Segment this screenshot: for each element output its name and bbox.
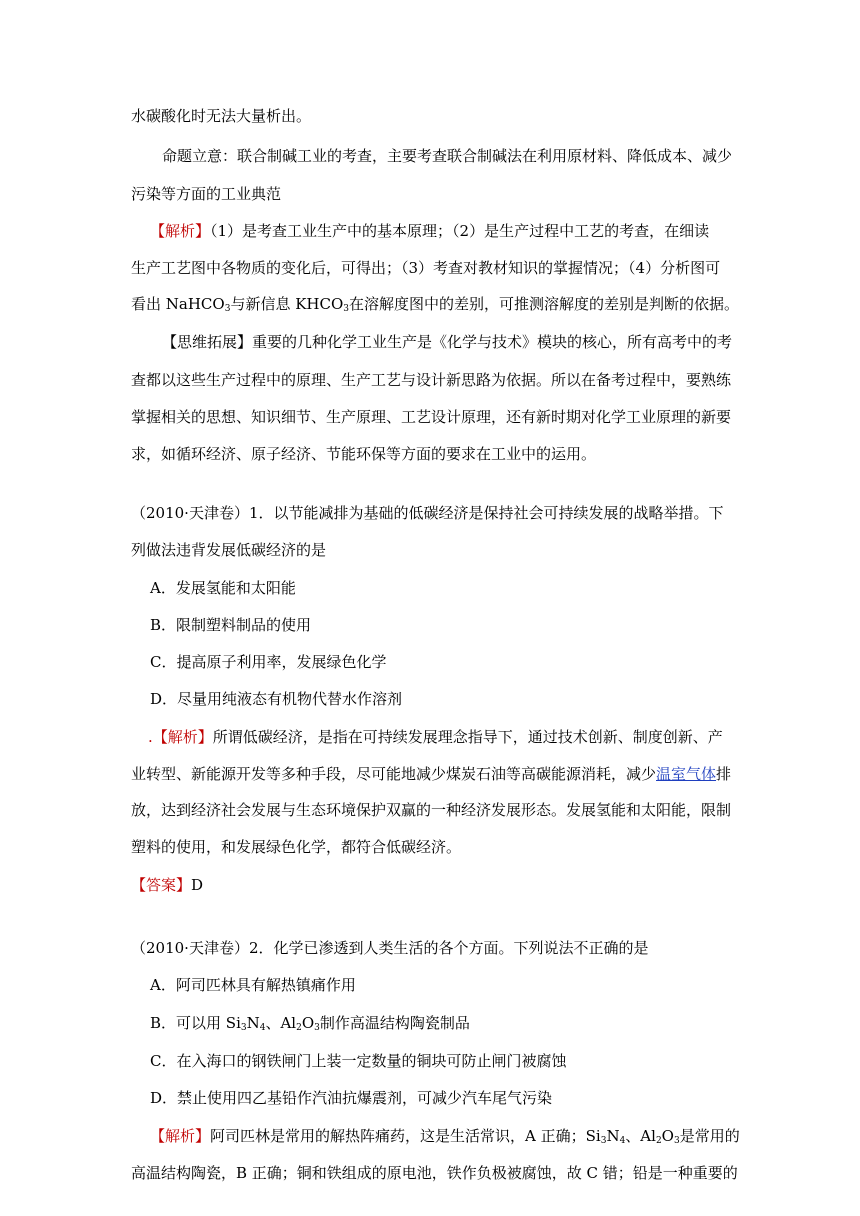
- option-a: A．发展氢能和太阳能: [150, 579, 296, 597]
- text-line: 看出 NaHCO$_3$与新信息 $KHCO_3$在溶解度图中的差别，可推测溶解度的差别是判断的依据。: [131, 295, 740, 314]
- greenhouse-gas-link[interactable]: 温室气体: [656, 765, 717, 783]
- text-line: .【解析】所谓低碳经济，是指在可持续发展理念指导下，通过技术创新、制度创新、产: [148, 728, 723, 746]
- text-line: 【解析】阿司匹林是常用的解热阵痛药，这是生活常识，A 正确；$Si_3N_4$、$Al_2O_3$是常用的: [150, 1127, 740, 1146]
- text-line: 业转型、新能源开发等多种手段，尽可能地减少煤炭石油等高碳能源消耗，减少温室气体排: [131, 765, 732, 783]
- option-c: C．在入海口的钢铁闸门上装一定数量的铜块可防止闸门被腐蚀: [150, 1052, 567, 1070]
- question-2-stem: （2010·天津卷）2．化学已渗透到人类生活的各个方面。下列说法不正确的是: [131, 939, 649, 957]
- text-line: 生产工艺图中各物质的变化后，可得出；（3）考查对教材知识的掌握情况；（4）分析图可: [131, 259, 721, 277]
- option-d: D．禁止使用四乙基铅作汽油抗爆震剂，可减少汽车尾气污染: [150, 1089, 553, 1107]
- option-b: B．可以用 $Si_3N_4$、$Al_2O_3$制作高温结构陶瓷制品: [150, 1014, 470, 1033]
- text-line: 放，达到经济社会发展与生态环境保护双赢的一种经济发展形态。发展氢能和太阳能，限制: [131, 801, 732, 819]
- text-line: 水碳酸化时无法大量析出。: [131, 107, 312, 125]
- text-line: 掌握相关的思想、知识细节、生产原理、工艺设计原理，还有新时期对化学工业原理的新要: [131, 408, 732, 426]
- analysis-label: 【解析】: [150, 222, 211, 240]
- option-a: A．阿司匹林具有解热镇痛作用: [150, 976, 356, 994]
- text-line: 命题立意：联合制碱工业的考查，主要考查联合制碱法在利用原材料、降低成本、减少: [162, 147, 733, 165]
- option-c: C．提高原子利用率，发展绿色化学: [150, 653, 387, 671]
- answer-line: 【答案】D: [131, 876, 204, 894]
- analysis-label: 【解析】: [150, 1127, 211, 1145]
- text-line: 高温结构陶瓷，B 正确；铜和铁组成的原电池，铁作负极被腐蚀，故 C 错；铅是一种重要的: [131, 1164, 738, 1182]
- text-line: 列做法违背发展低碳经济的是: [131, 541, 327, 559]
- option-d: D．尽量用纯液态有机物代替水作溶剂: [150, 690, 403, 708]
- text-line: 污染等方面的工业典范: [131, 185, 282, 203]
- text-line: 【思维拓展】重要的几种化学工业生产是《化学与技术》模块的核心，所有高考中的考: [162, 333, 733, 351]
- text-line: 求，如循环经济、原子经济、节能环保等方面的要求在工业中的运用。: [131, 445, 597, 463]
- text-line: 【解析】（1）是考查工业生产中的基本原理；（2）是生产过程中工艺的考查，在细读: [150, 222, 710, 240]
- question-1-stem: （2010·天津卷）1．以节能减排为基础的低碳经济是保持社会可持续发展的战略举措。下: [131, 504, 724, 522]
- option-b: B．限制塑料制品的使用: [150, 616, 312, 634]
- text-line: 查都以这些生产过程中的原理、生产工艺与设计新思路为依据。所以在备考过程中，要熟练: [131, 371, 732, 389]
- text-line: 塑料的使用，和发展绿色化学，都符合低碳经济。: [131, 838, 462, 856]
- analysis-label: 【解析】: [152, 728, 213, 746]
- answer-label: 【答案】: [131, 876, 192, 894]
